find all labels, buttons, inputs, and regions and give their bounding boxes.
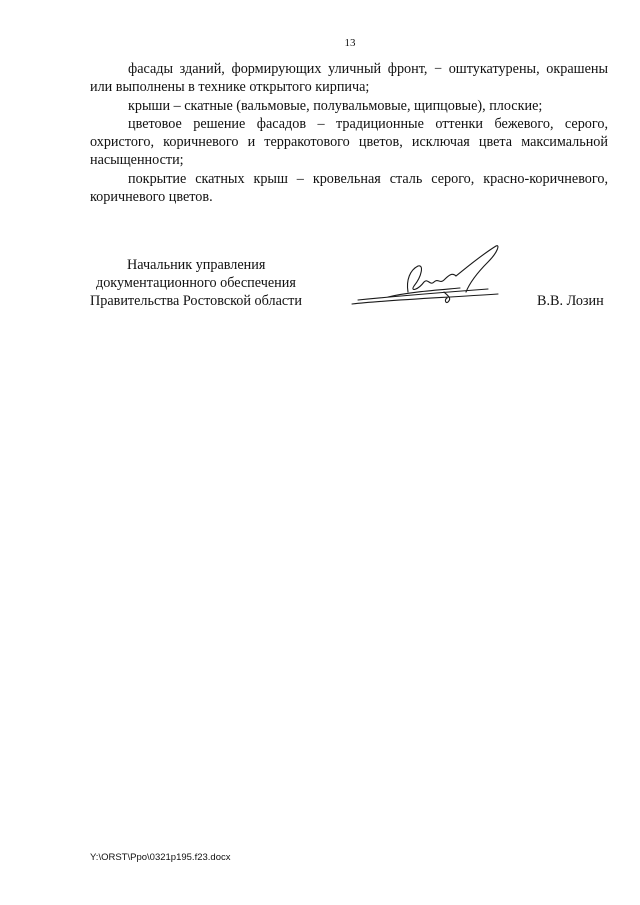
body-text (90, 60, 608, 206)
paragraph-colors: цветовое решение фасадов – традиционные оттенки бежевого, серого, охристого, коричневого и терракотового цветов, исключая цвета максимальной насыщенности; (90, 115, 608, 169)
signatory-title-line-2: документационного обеспечения (96, 275, 296, 291)
page-number: 13 (344, 37, 356, 49)
handwritten-signature (348, 242, 508, 314)
paragraph-roof-covering: покрытие скатных крыш – кровельная сталь серого, красно-коричневого, коричневого цветов. (90, 170, 608, 206)
signatory-title-line-3: Правительства Ростовской области (90, 293, 302, 309)
paragraph-facades: фасады зданий, формирующих уличный фронт, − оштукатурены, окрашены или выполнены в технике открытого кирпича; (90, 61, 608, 96)
paragraph-roofs: крыши – скатные (вальмовые, полувальмовые, щипцовые), плоские; (128, 97, 543, 114)
footer-file-path: Y:\ORST\Ppo\0321p195.f23.docx (90, 852, 231, 863)
signatory-name: В.В. Лозин (537, 293, 604, 309)
signatory-title-line-1: Начальник управления (127, 257, 266, 273)
